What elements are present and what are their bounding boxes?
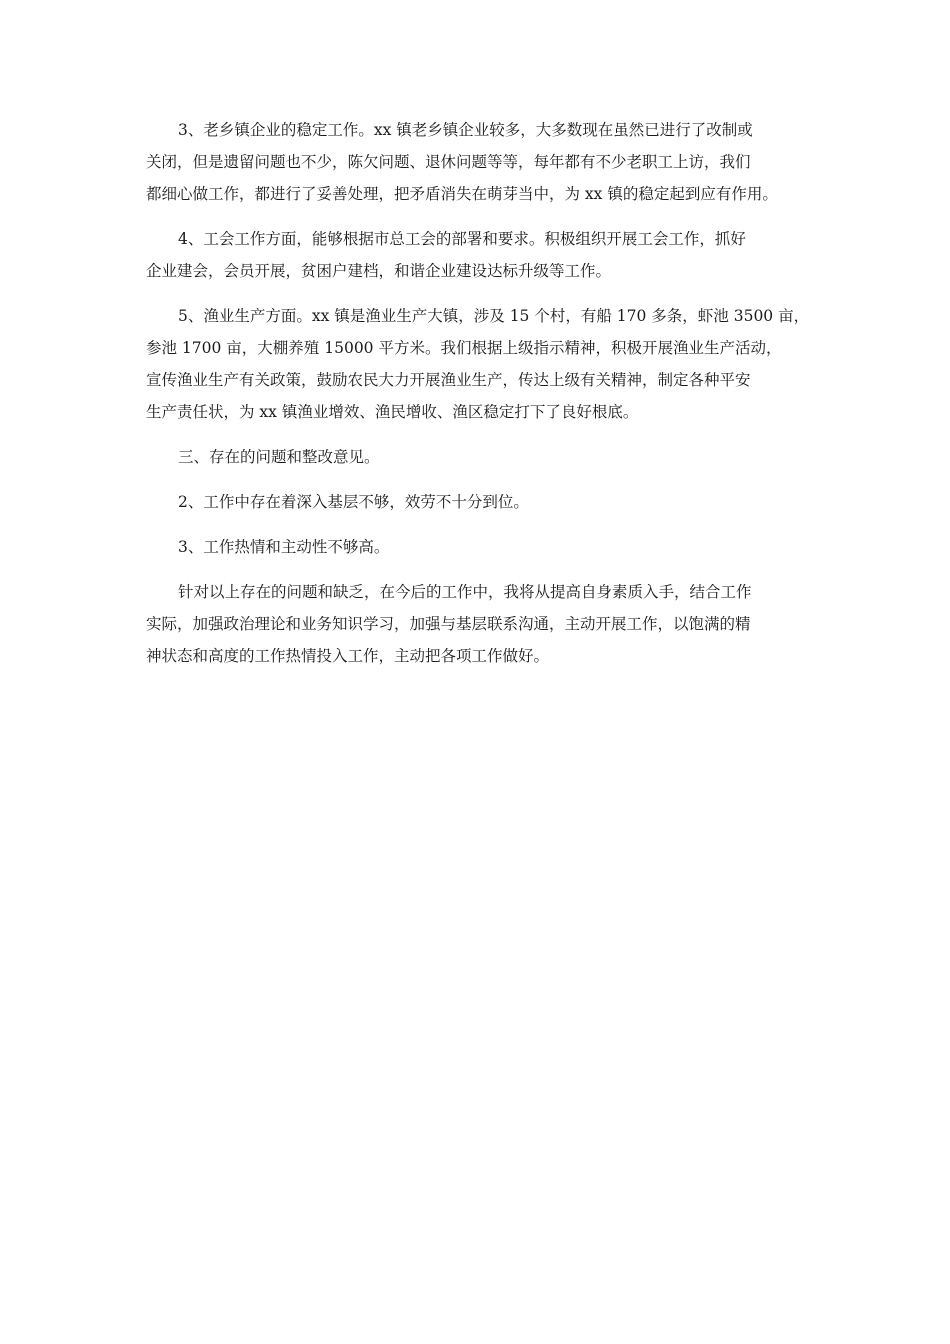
paragraph-line: 宣传渔业生产有关政策，鼓励农民大力开展渔业生产，传达上级有关精神，制定各种平安: [146, 371, 751, 389]
paragraph-line: 神状态和高度的工作热情投入工作，主动把各项工作做好。: [146, 647, 550, 665]
paragraph-line: 针对以上存在的问题和缺乏，在今后的工作中，我将从提高自身素质入手，结合工作: [178, 583, 752, 601]
paragraph-problem-3: [146, 531, 818, 563]
document-body: [146, 114, 818, 685]
paragraph-line: 2、工作中存在着深入基层不够，效劳不十分到位。: [178, 493, 529, 511]
paragraph-line: 企业建会，会员开展，贫困户建档，和谐企业建设达标升级等工作。: [146, 262, 612, 280]
paragraph-line: 参池 1700 亩，大棚养殖 15000 平方米。我们根据上级指示精神，积极开展渔业生产活动，: [146, 339, 782, 357]
heading-line: 三、存在的问题和整改意见。: [178, 448, 380, 466]
paragraph-trade-union: [146, 223, 818, 287]
paragraph-township-enterprises: [146, 114, 818, 210]
section-heading-problems: [146, 441, 818, 473]
paragraph-fishery: [146, 300, 818, 428]
paragraph-line: 3、工作热情和主动性不够高。: [178, 538, 390, 556]
paragraph-line: 3、老乡镇企业的稳定工作。xx 镇老乡镇企业较多，大多数现在虽然已进行了改制或: [178, 121, 753, 139]
paragraph-line: 关闭，但是遗留问题也不少，陈欠问题、退休问题等等，每年都有不少老职工上访，我们: [146, 153, 751, 171]
paragraph-problem-2: [146, 486, 818, 518]
paragraph-improvement: [146, 576, 818, 672]
paragraph-line: 都细心做工作，都进行了妥善处理，把矛盾消失在萌芽当中，为 xx 镇的稳定起到应有作用。: [146, 185, 778, 203]
paragraph-line: 4、工会工作方面，能够根据市总工会的部署和要求。积极组织开展工会工作，抓好: [178, 230, 746, 248]
paragraph-line: 5、渔业生产方面。xx 镇是渔业生产大镇，涉及 15 个村，有船 170 多条，虾池 3500 亩，: [178, 307, 810, 325]
paragraph-line: 实际，加强政治理论和业务知识学习，加强与基层联系沟通，主动开展工作，以饱满的精: [146, 615, 751, 633]
paragraph-line: 生产责任状，为 xx 镇渔业增效、渔民增收、渔区稳定打下了良好根底。: [146, 403, 639, 421]
